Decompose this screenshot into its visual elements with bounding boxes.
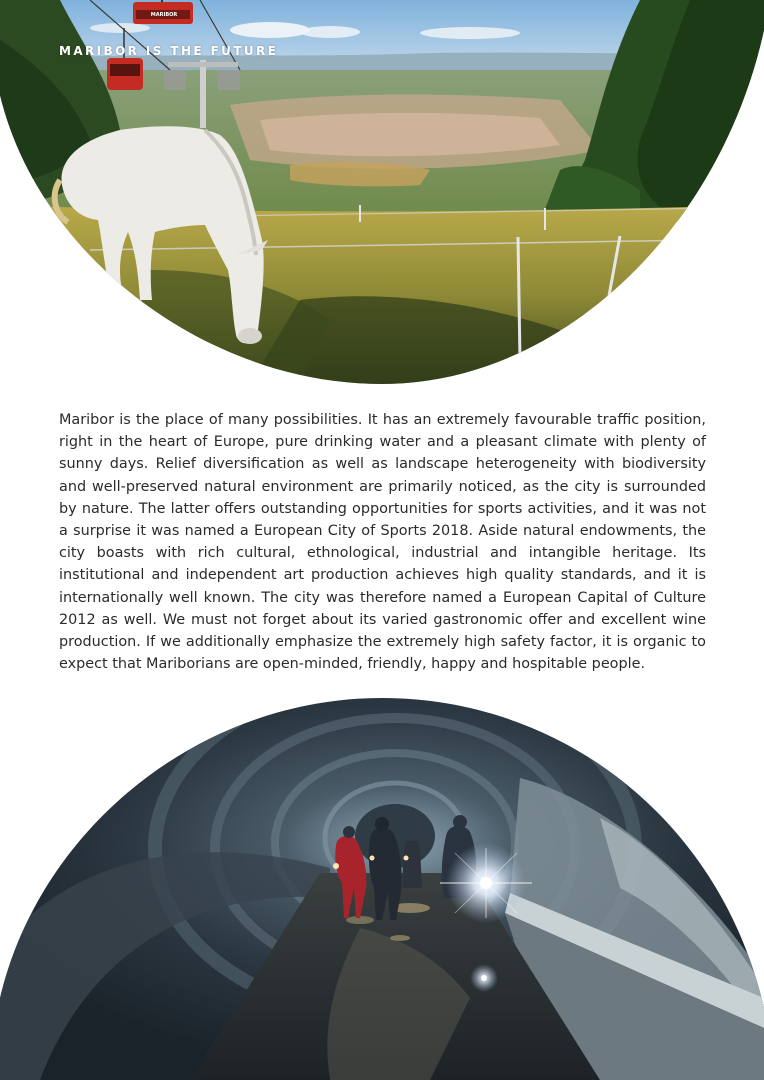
- bottom-photo-tunnel: [0, 698, 764, 1080]
- page-header-title: MARIBOR IS THE FUTURE: [59, 44, 279, 58]
- body-paragraph: Maribor is the place of many possibilities. It has an extremely favourable traffic position, right in the heart of Europe, pure drinking water and a pleasant climate with plenty of sunny days. Relief diversification as well as landscape heterogeneity with biodiversity and well-preserved natural environment are primarily noticed, as the city is surrounded by nature. The latter offers outstanding opportunities for sports activities, and it was not a surprise it was named a European City of Sports 2018. Aside natural endowments, the city boasts with rich cultural, ethnological, industrial and intangible heritage. Its institutional and independent art production achieves high quality standards, and it is internationally well known. The city was therefore named a European Capital of Culture 2012 as well. We must not forget about its varied gastronomic offer and excellent wine production. If we additionally emphasize the extremely high safety factor, it is organic to expect that Mariborians are open-minded, friendly, happy and hospitable people.: [59, 412, 706, 673]
- gondola-label: MARIBOR: [150, 12, 178, 18]
- tunnel-illustration: [0, 698, 764, 1080]
